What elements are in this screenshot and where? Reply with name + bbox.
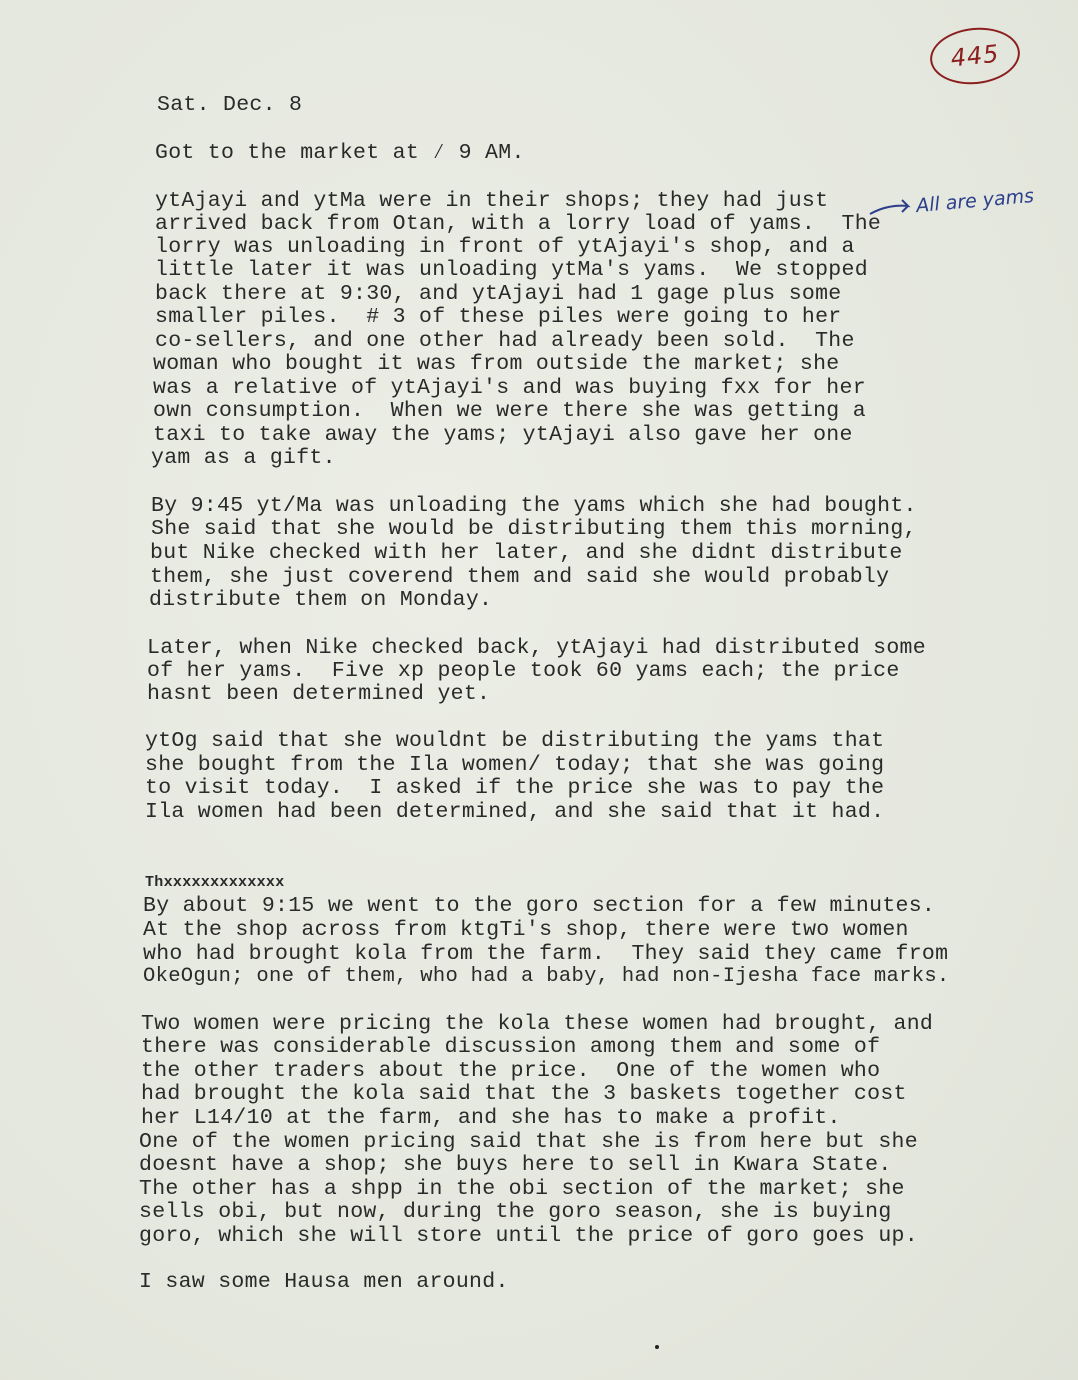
text-line: Got to the market at ⁄ 9 AM. — [155, 141, 525, 165]
text-line: was a relative of ytAjayi's and was buying fxx for her — [153, 376, 866, 400]
text-line: I saw some Hausa men around. — [139, 1270, 509, 1294]
text-line: back there at 9:30, and ytAjayi had 1 gage plus some — [155, 282, 842, 306]
struck-text: Thxxxxxxxxxxxxx — [145, 874, 285, 891]
text-line: distribute them on Monday. — [149, 588, 493, 612]
text-line: co-sellers, and one other had already been sold. The — [155, 329, 855, 353]
text-line: goro, which she will store until the price of goro goes up. — [139, 1224, 918, 1248]
text-line: there was considerable discussion among them and some of — [141, 1035, 881, 1059]
text-line: Later, when Nike checked back, ytAjayi had distributed some — [147, 636, 926, 660]
text-line: OkeOgun; one of them, who had a baby, had non-Ijesha face marks. — [143, 965, 950, 988]
text-line: doesnt have a shop; she buys here to sell in Kwara State. — [139, 1153, 892, 1177]
text-line: One of the women pricing said that she is from here but she — [139, 1130, 918, 1154]
text-line: yam as a gift. — [151, 446, 336, 470]
text-line: lorry was unloading in front of ytAjayi's shop, and a — [155, 235, 855, 259]
ink-dot — [655, 1345, 659, 1349]
text-line: hasnt been determined yet. — [147, 682, 491, 706]
text-line: woman who bought it was from outside the market; she — [153, 352, 840, 376]
text-line: Two women were pricing the kola these women had brought, and — [141, 1012, 934, 1036]
text-line: smaller piles. # 3 of these piles were going to her — [155, 305, 842, 329]
text-line: ytAjayi and ytMa were in their shops; they had just — [155, 189, 829, 213]
text-line: the other traders about the price. One of the women who — [141, 1059, 881, 1083]
text-line: she bought from the Ila women/ today; that she was going — [145, 753, 885, 777]
text-line: but Nike checked with her later, and she didnt distribute — [150, 541, 903, 565]
text-line: own consumption. When we were there she was getting a — [153, 399, 866, 423]
text-line: of her yams. Five xp people took 60 yams each; the price — [147, 659, 900, 683]
text-line: The other has a shpp in the obi section of the market; she — [139, 1177, 905, 1201]
text-line: She said that she would be distributing them this morning, — [151, 517, 917, 541]
date-heading: Sat. Dec. 8 — [157, 93, 303, 117]
text-line: who had brought kola from the farm. They said they came from — [143, 942, 949, 966]
page-number-circle: 445 — [927, 23, 1022, 88]
handwritten-annotation: All are yams — [915, 184, 1035, 218]
text-line: to visit today. I asked if the price she was to pay the — [145, 776, 885, 800]
text-line: her L14/10 at the farm, and she has to make a profit. — [141, 1106, 841, 1130]
text-line: At the shop across from ktgTi's shop, there were two women — [143, 918, 909, 942]
text-line: By 9:45 yt/Ma was unloading the yams which she had bought. — [151, 494, 917, 518]
text-line: them, she just coverend them and said she would probably — [150, 565, 890, 589]
text-line: little later it was unloading ytMa's yams. We stopped — [155, 258, 868, 282]
text-line: sells obi, but now, during the goro season, she is buying — [139, 1200, 892, 1224]
text-line: Ila women had been determined, and she said that it had. — [145, 800, 885, 824]
text-line: arrived back from Otan, with a lorry load of yams. The — [155, 212, 882, 236]
text-line: By about 9:15 we went to the goro section for a few minutes. — [143, 894, 936, 918]
text-line: ytOg said that she wouldnt be distributing the yams that — [145, 729, 885, 753]
text-line: had brought the kola said that the 3 baskets together cost — [141, 1082, 907, 1106]
text-line: taxi to take away the yams; ytAjayi also gave her one — [153, 423, 853, 447]
